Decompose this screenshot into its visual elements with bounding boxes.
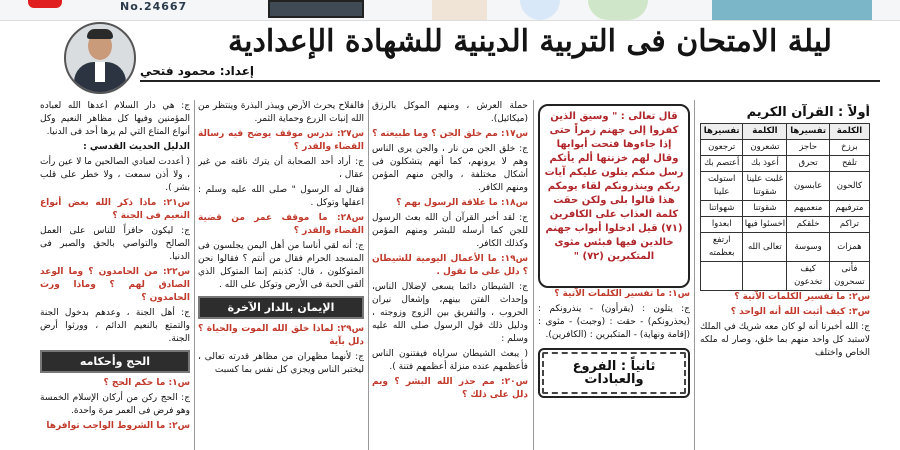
table-cell: تعالى الله <box>743 233 787 262</box>
page-title: ليلة الامتحان فى التربية الدينية للشهادة الإعدادية <box>228 24 832 59</box>
question: س٢: ما تفسير الكلمات الآتية ؟ <box>734 292 870 302</box>
paragraph: فالفلاح يحرث الأرض ويبذر البذرة وينتظر من الله إنبات الزرع وحماية الثمر. <box>198 101 364 124</box>
section-bar: الإيمان بالدار الآخرة <box>198 296 364 319</box>
answer: ج: الشيطان دائما يسعى لإضلال الناس، وإحداث الفتن بينهم، وإشعال نيران الحروب ، والتفريق بين الزوج وزوجته ، ودليل ذلك قول الرسول صلى الله عليه وسلم : <box>372 282 528 344</box>
banner-image <box>712 0 872 20</box>
table-cell: غلبت علينا شقوتنا <box>743 172 787 201</box>
author-photo <box>64 22 136 94</box>
answer: ج: لأنهما مظهران من مظاهر قدرته تعالى ، ليختبر الناس ويجزي كل نفس بما كسبت <box>198 352 364 375</box>
table-cell: كيف تخدعون <box>787 262 829 291</box>
table-cell: تراكم <box>829 217 869 233</box>
table-cell: ابعدوا <box>701 217 743 233</box>
answer: ج: هي دار السلام أعدها الله لعباده المؤمنين وفيها كل مظاهر النعيم وكل أنواع المتاع التي لم يرها أحد فى الدنيا. <box>40 101 190 137</box>
answer: ج: يتلون : (يقرأون) - ينذرونكم : (يحذرونكم) - حقت : (وجبت) - مثوى : (إقامة ونهاية) - المتكبرين : (الكافرين). <box>538 304 690 340</box>
answer: ج: الله أخبرنا أنه لو كان معه شريك في الملك لاستبد كل واحد منهم بما خلق، وصار له ملكه الخاص واختلف <box>700 322 870 358</box>
thumbnail-image <box>432 0 487 20</box>
column-quran <box>700 104 870 450</box>
table-cell: منعميهم <box>787 201 829 217</box>
title-rule <box>140 80 880 82</box>
table-cell <box>743 262 787 291</box>
question: س٢٢: من الحامدون ؟ وما الوعد الصادق لهم ؟ وماذا ورث الحامدون ؟ <box>40 267 190 303</box>
dark-logo-box <box>268 0 364 18</box>
answer: ج: أراد أحد الصحابة أن يترك ناقته من غير عقال ، <box>198 157 364 180</box>
question: س١: ما تفسير الكلمات الآتية ؟ <box>554 289 690 299</box>
table-header: الكلمة <box>829 124 869 140</box>
table-row <box>701 233 870 262</box>
red-corner-tab <box>28 0 62 8</box>
table-cell: تحرق <box>787 156 829 172</box>
table-cell: عابسون <box>787 172 829 201</box>
table-cell: شقوتنا <box>743 201 787 217</box>
answer: ج: لقد أخبر القرآن أن الله بعث الرسول للجن كما أرسله للبشر ومنهم المؤمن وكذلك الكافر. <box>372 213 528 249</box>
table-cell: تشعرون <box>743 140 787 156</box>
column-divider <box>694 100 695 450</box>
answer: ج: خلق الجن من نار ، والجن يرى الناس وهم لا يرونهم، كما أنهم يتشكلون فى أشكال مختلفة ، والجن منهم المؤمن ومنهم الكافر. <box>372 144 528 193</box>
table-header: تفسيرها <box>787 124 829 140</box>
hadith-label: الدليل الحديث القدسي : <box>83 142 190 152</box>
table-cell: أعوذ بك <box>743 156 787 172</box>
table-row <box>701 172 870 201</box>
column-paradise <box>40 100 190 450</box>
column-divider <box>194 100 195 450</box>
paragraph: حملة العرش ، ومنهم الموكل بالرزق (ميكائيل). <box>372 101 528 124</box>
table-row <box>701 156 870 172</box>
table-cell: استولت علينا <box>701 172 743 201</box>
column-jinn <box>372 100 528 450</box>
column-qadar <box>198 100 364 450</box>
table-header: تفسيرها <box>701 124 743 140</box>
table-cell: فأنى تسحرون <box>829 262 869 291</box>
column-verse <box>538 104 690 450</box>
table-row <box>701 217 870 233</box>
table-cell: تلفح <box>829 156 869 172</box>
table-cell: كالحون <box>829 172 869 201</box>
table-cell: وسوسة <box>787 233 829 262</box>
question: س٣: كيف أثبت الله أنه الواحد ؟ <box>730 307 870 317</box>
table-row <box>701 262 870 291</box>
hadith-quote: ( أعددت لعبادي الصالحين ما لا عين رأت ، ولا أذن سمعت ، ولا خطر على قلب بشر ). <box>40 157 190 193</box>
question: س١٩: ما الأعمال اليومية للشيطان ؟ دلل على ما تقول . <box>372 254 528 277</box>
question: س٢٧: تدرس موقف يوضح فيه رسالة القضاء والقدر ؟ <box>198 129 364 152</box>
question: س٢: ما الشروط الواجب توافرها <box>46 421 190 431</box>
issue-number: No.24667 <box>120 0 188 13</box>
answer: ج: الحج ركن من أركان الإسلام الخمسة وهو فرض فى العمر مرة واحدة. <box>40 393 190 416</box>
verse-box: قال تعالى : " وسيق الذين كفروا إلى جهنم زمراً حتى إذا جاءوها فتحت أبوابها وقال لهم خزنتها ألم يأتكم رسل منكم يتلون عليكم آيات ربكم وينذرونكم لقاء يومكم هذا قالوا بلى ولكن حقت كلمة العذاب على الكافرين (٧١) قيل ادخلوا أبواب جهنم خالدين فيها فبئس مثوى المتكبرين (٧٢) " <box>538 104 690 288</box>
question: س٢٠: مم حذر الله البشر ؟ وبم دلل على ذلك ؟ <box>372 377 528 400</box>
answer: فقال له الرسول " صلى الله عليه وسلم : اعقلها وتوكل . <box>198 185 364 208</box>
table-header-row <box>701 124 870 140</box>
question: س١٧: مم خلق الجن ؟ وما طبيعته ؟ <box>372 129 528 139</box>
table-cell: خلقكم <box>787 217 829 233</box>
table-header: الكلمة <box>743 124 787 140</box>
table-cell: ترجعون <box>701 140 743 156</box>
question: س٢٨: ما موقف عمر من قضية القضاء والقدر ؟ <box>198 213 364 236</box>
table-cell: ارتفع بعظمته <box>701 233 743 262</box>
vocab-table <box>700 123 870 291</box>
answer: ج: ليكون حافزاً للناس على العمل الصالح والتواصي بالحق والصبر فى الدنيا. <box>40 226 190 262</box>
section-ornament-title: ثانياً : الفروع والعبادات <box>538 348 690 398</box>
table-cell: شهواتنا <box>701 201 743 217</box>
table-cell: حاجز <box>787 140 829 156</box>
table-row <box>701 201 870 217</box>
column-divider <box>368 100 369 450</box>
table-cell: اخسئوا فيها <box>743 217 787 233</box>
answer: ج: أنه لقي أناسا من أهل اليمن يجلسون فى المسجد الحرام فقال من أنتم ؟ فقالوا نحن المتوكلون ، قال: كذبتم إنما المتوكل الذي ألقى الحبة فى الأرض وتوكل على الله . <box>198 241 364 290</box>
question: س١٨: ما علاقة الرسول بهم ؟ <box>396 198 528 208</box>
author-byline: إعداد: محمود فتحي <box>140 64 255 78</box>
answer: ج: أهل الجنة ، وعدهم بدخول الجنة والتمتع بالنعيم الدائم ، وورثوا أرض الجنة. <box>40 308 190 344</box>
table-cell: برزخ <box>829 140 869 156</box>
section-bar: الحج وأحكامه <box>40 350 190 373</box>
table-row <box>701 140 870 156</box>
section-title: أولاً : القرآن الكريم <box>746 105 870 120</box>
table-cell <box>701 262 743 291</box>
table-cell: أعتصم بك <box>701 156 743 172</box>
table-cell: مترفيهم <box>829 201 869 217</box>
question: س٢١: ماذا ذكر الله بعض أنواع النعيم فى الجنة ؟ <box>40 198 190 221</box>
table-cell: همزات <box>829 233 869 262</box>
hadith-quote: ( يبعث الشيطان سراياه فيفتنون الناس فأعظمهم عنده منزلة أعظمهم فتنة ). <box>372 349 528 372</box>
question: س١: ما حكم الحج ؟ <box>103 378 190 388</box>
question: س٢٩: لماذا خلق الله الموت والحياة ؟ دلل بآية <box>198 324 364 347</box>
column-divider <box>533 100 534 450</box>
